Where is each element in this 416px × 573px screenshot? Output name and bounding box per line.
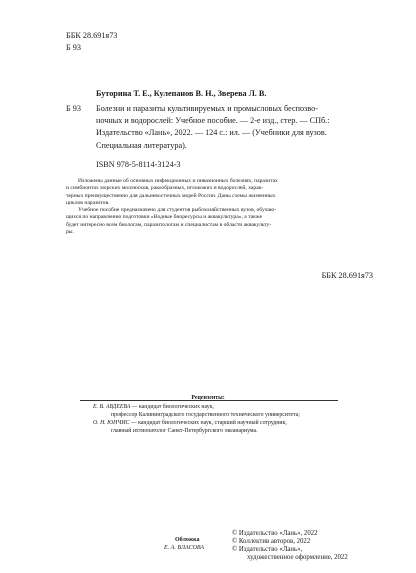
reviewer-1-affiliation: профессор Калининградского государственного технического университета; <box>111 412 300 418</box>
reviewer-name: О. Н. ЮНЧИС <box>93 420 130 426</box>
author-mark: Б 93 <box>66 43 81 52</box>
reviewer-2 <box>93 420 287 426</box>
bibliographic-description <box>96 103 371 152</box>
description-line: Болезни и паразиты культивируемых и промысловых беспозво- <box>96 104 318 113</box>
reviewer-2-affiliation: главный ихтиопатолог Санкт-Петербургского океанариума. <box>111 428 258 434</box>
authors-line: Буторина Т. Е., Кулепанов В. Н., Зверева Л. В. <box>96 89 267 98</box>
cover-designer: Е. А. ВЛАСОВА <box>164 545 205 551</box>
description-line: ночных и водорослей: Учебное пособие. — 2-е изд., стер. — СПб.: <box>96 116 330 126</box>
abstract-line: будет интересно всем биологам, паразитологам и специалистам в области аквакульту- <box>66 221 272 228</box>
cover-label: Обложка <box>175 537 200 543</box>
abstract <box>66 178 372 236</box>
description-line: Издательство «Лань», 2022. — 124 с.: ил. — (Учебники для вузов. <box>96 128 327 138</box>
abstract-line: циклов паразитов. <box>66 199 110 206</box>
reviewer-1 <box>93 404 214 410</box>
bbk-index-top <box>66 30 117 54</box>
abstract-line: терных преимущественно для дальневосточных морей России. Даны схемы жизненных <box>66 192 276 199</box>
abstract-line: и симбионтах морских моллюсков, ракообразных, иглокожих и водорослей, харак- <box>66 185 264 192</box>
author-mark-side: Б 93 <box>66 104 81 113</box>
reviewers-divider <box>80 400 338 401</box>
reviewer-name: Е. В. АВДЕЕВА <box>93 404 131 410</box>
description-line: Специальная литература). <box>96 140 187 150</box>
copyright-line: © Издательство «Лань», <box>232 546 303 553</box>
bbk-code: ББК 28.691я73 <box>66 31 118 40</box>
copyright-line: художественное оформление, 2022 <box>247 554 348 561</box>
copyright-line: © Коллектив авторов, 2022 <box>232 538 311 545</box>
reviewer-credentials: — кандидат биологических наук, <box>131 404 214 410</box>
bbk-index-bottom: ББК 28.691я73 <box>321 271 373 280</box>
abstract-line: щихся по направлению подготовки «Водные биоресурсы и аквакультура», а также <box>66 214 263 221</box>
copyright-line: © Издательство «Лань», 2022 <box>232 530 318 537</box>
abstract-line: Учебное пособие предназначено для студентов рыбохозяйственных вузов, обучаю- <box>78 207 277 214</box>
reviewer-credentials: — кандидат биологических наук, старший научный сотрудник, <box>130 420 287 426</box>
abstract-line: ры. <box>66 229 74 236</box>
reviewers-heading: Рецензенты: <box>191 395 225 401</box>
isbn: ISBN 978-5-8114-3124-3 <box>96 160 181 169</box>
abstract-line: Изложены данные об основных инфекционных и инвазионных болезнях, паразитах <box>78 178 278 184</box>
